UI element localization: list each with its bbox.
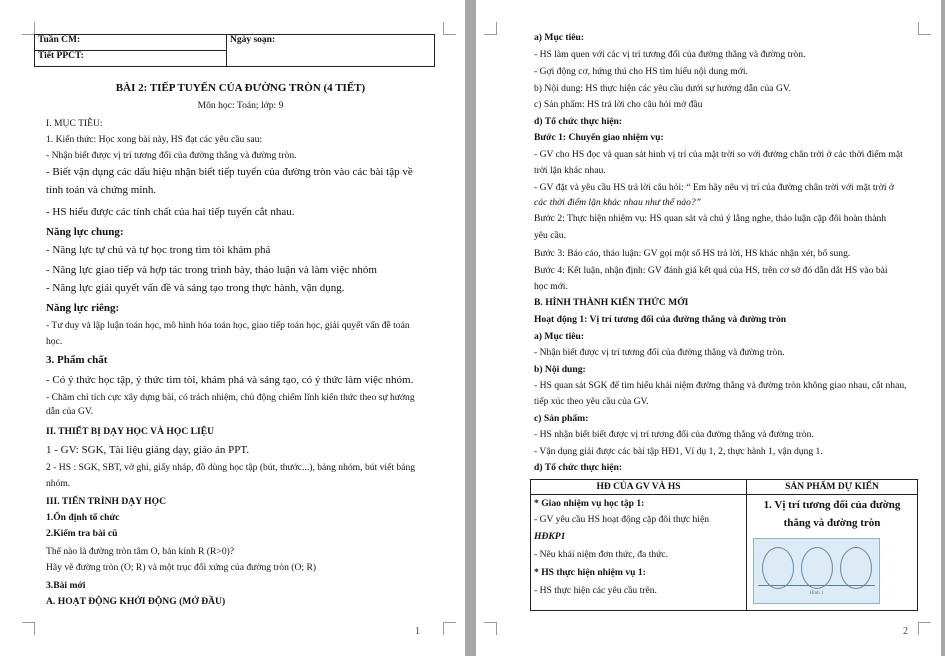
text-line: Bước 2: Thực hiện nhiệm vụ: HS quan sát và chú ý lắng nghe, thảo luận cặp đôi hoàn thành — [534, 213, 887, 224]
text-line: - Nhận biết được vị trí tương đối của đường thẳng và đường tròn. — [46, 150, 297, 161]
text-line: 3.Bài mới — [46, 580, 86, 591]
margin-mark — [22, 622, 35, 635]
page-gap — [465, 0, 476, 656]
text-line: 2 - HS : SGK, SBT, vở ghi, giấy nháp, đồ dùng học tập (bút, thước...), bảng nhóm, bút viết bảng — [46, 462, 416, 473]
text-line: Môn học: Toán; lớp: 9 — [197, 100, 284, 111]
text-line: - Tư duy và lập luận toán học, mô hình hóa toán học, giao tiếp toán học, giải quyết vấn đề toán — [46, 320, 410, 331]
text-line: c) Sản phẩm: HS trả lời cho câu hỏi mở đầu — [534, 99, 703, 110]
text-line: d) Tổ chức thực hiện: — [534, 462, 623, 473]
product-title-line-1: 1. Vị trí tương đối của đường — [763, 499, 901, 511]
text-line: Năng lực chung: — [46, 226, 124, 238]
text-line: - HS làm quen với các vị trí tương đối của đường thẳng và đường tròn. — [534, 49, 806, 60]
product-title-line-2: thẳng và đường tròn — [783, 517, 881, 529]
text-line: - HS nhận biết biết được vị trí tương đối của đường thẳng và đường tròn. — [534, 429, 814, 440]
text-line: - Năng lực giải quyết vấn đề và sáng tạo trong thực hành, vận dụng. — [46, 282, 345, 294]
text-line: - HS thực hiện các yêu cầu trên. — [534, 585, 657, 596]
margin-mark — [443, 622, 456, 635]
text-line: 3. Phẩm chất — [46, 354, 108, 366]
text-line: học mới. — [534, 281, 568, 292]
circle-shape — [762, 547, 794, 589]
text-line: - Năng lực tự chủ và tự học trong tìm tòi khám phá — [46, 244, 271, 256]
page-number: 1 — [415, 626, 420, 637]
text-line: a) Mục tiêu: — [534, 331, 585, 342]
text-line: c) Sản phẩm: — [534, 413, 589, 424]
text-line: Thế nào là đường tròn tâm O, bán kính R (R>0)? — [46, 546, 235, 557]
activity-table — [530, 479, 918, 611]
circle-shape — [801, 547, 833, 589]
header-table — [34, 34, 435, 67]
margin-mark — [484, 622, 497, 635]
text-line: Bước 3: Báo cáo, thảo luận: GV gọi một số HS trả lời, HS khác nhận xét, bổ sung. — [534, 248, 851, 259]
text-line: - Chăm chỉ tích cực xây dựng bài, có trách nhiệm, chủ động chiếm lĩnh kiến thức theo sự hướng — [46, 392, 415, 403]
text-line: tiếp xúc theo yêu cầu của GV. — [534, 396, 649, 407]
text-line: - GV yêu cầu HS hoạt động cặp đôi thực hiện — [534, 514, 710, 525]
table-left-cell — [534, 497, 744, 607]
figure-caption: Hình 1 — [809, 591, 824, 596]
text-line: 1.Ổn định tổ chức — [46, 512, 120, 523]
text-line: * Giao nhiệm vụ học tập 1: — [534, 498, 645, 509]
text-line: - Vận dụng giải được các bài tập HĐ1, Ví dụ 1, 2, thực hành 1, vận dụng 1. — [534, 446, 823, 457]
text-line: B. HÌNH THÀNH KIẾN THỨC MỚI — [534, 297, 689, 308]
text-line: - Nêu khái niệm đơn thức, đa thức. — [534, 549, 669, 560]
text-line: - GV cho HS đọc và quan sát hình vị trí của mặt trời so với đường chân trời ở các thời điểm mặt — [534, 149, 903, 160]
text-line: 1. Kiến thức: Học xong bài này, HS đạt các yêu cầu sau: — [46, 134, 263, 145]
text-line: HĐKP1 — [534, 531, 566, 542]
circle-shape — [840, 547, 872, 589]
text-line: d) Tổ chức thực hiện: — [534, 116, 623, 127]
text-line: * HS thực hiện nhiệm vụ 1: — [534, 567, 646, 578]
text-line: - Biết vận dụng các dấu hiệu nhận biết tiếp tuyến của đường tròn vào các bài tập về — [46, 166, 413, 178]
margin-mark — [484, 22, 497, 35]
text-line: b) Nội dung: HS thực hiện các yêu cầu dưới sự hướng dẫn của GV. — [534, 83, 791, 94]
text-line: BÀI 2: TIẾP TUYẾN CỦA ĐƯỜNG TRÒN (4 TIẾT) — [115, 82, 366, 94]
table-col-product: SẢN PHẨM DỰ KIẾN — [785, 482, 879, 492]
text-line: - GV đặt và yêu cầu HS trả lời câu hỏi: “ Em hãy nêu vị trí của đường chân trời với mặt trời ở — [534, 182, 894, 193]
text-line: dẫn của GV. — [46, 406, 93, 417]
margin-mark — [918, 622, 931, 635]
date-cell: Ngày soạn: — [227, 35, 435, 67]
document-page-2 — [476, 0, 941, 656]
text-line: Hãy vẽ đường tròn (O; R) và một trục đối xứng của đường tròn (O; R) — [46, 562, 317, 573]
text-line: trời lặn khác nhau. — [534, 165, 606, 176]
text-line: nhóm. — [46, 478, 71, 489]
text-line: I. MỤC TIÊU: — [46, 118, 103, 129]
period-cell: Tiết PPCT: — [35, 51, 227, 67]
text-line: - HS quan sát SGK để tìm hiểu khái niệm đường thẳng và đường tròn không giao nhau, cắt nhau, — [534, 380, 907, 391]
line-shape — [758, 585, 875, 586]
text-line: - Có ý thức học tập, ý thức tìm tòi, khám phá và sáng tạo, có ý thức làm việc nhóm. — [46, 374, 414, 386]
document-page-1 — [0, 0, 465, 656]
text-line: III. TIẾN TRÌNH DẠY HỌC — [46, 496, 167, 507]
page-number: 2 — [903, 626, 908, 637]
text-line: b) Nội dung: — [534, 364, 586, 375]
text-line: - Năng lực giao tiếp và hợp tác trong trình bày, thảo luận và làm việc nhóm — [46, 264, 377, 276]
text-line: a) Mục tiêu: — [534, 32, 585, 43]
text-line: - HS hiểu được các tính chất của hai tiếp tuyến cắt nhau. — [46, 206, 295, 218]
circle-line-figure — [753, 538, 880, 604]
text-line: 2.Kiểm tra bài cũ — [46, 528, 118, 539]
text-line: yêu cầu. — [534, 230, 566, 241]
table-col-activity: HĐ CỦA GV VÀ HS — [596, 482, 681, 492]
text-line: A. HOẠT ĐỘNG KHỞI ĐỘNG (MỞ ĐẦU) — [46, 596, 226, 607]
text-line: 1 - GV: SGK, Tài liệu giảng dạy, giáo án PPT. — [46, 444, 250, 456]
text-line: - Gợi động cơ, hứng thú cho HS tìm hiểu nội dung mới. — [534, 66, 748, 77]
margin-mark — [443, 22, 456, 35]
week-cell: Tuần CM: — [35, 35, 227, 51]
text-line: Hoạt động 1: Vị trí tương đối của đường thẳng và đường tròn — [534, 314, 787, 325]
text-line: các thời điểm lặn khác nhau như thế nào?” — [534, 197, 702, 208]
text-line: Bước 1: Chuyển giao nhiệm vụ: — [534, 132, 664, 143]
text-line: Năng lực riêng: — [46, 302, 120, 314]
text-line: học. — [46, 336, 63, 347]
text-line: II. THIẾT BỊ DẠY HỌC VÀ HỌC LIỆU — [46, 426, 215, 437]
text-line: - Nhận biết được vị trí tương đối của đường thẳng và đường tròn. — [534, 347, 785, 358]
text-line: tính toán và chứng minh. — [46, 184, 157, 196]
text-line: Bước 4: Kết luận, nhận định: GV đánh giá kết quả của HS, trên cơ sở đó dẫn dắt HS vào bài — [534, 265, 888, 276]
